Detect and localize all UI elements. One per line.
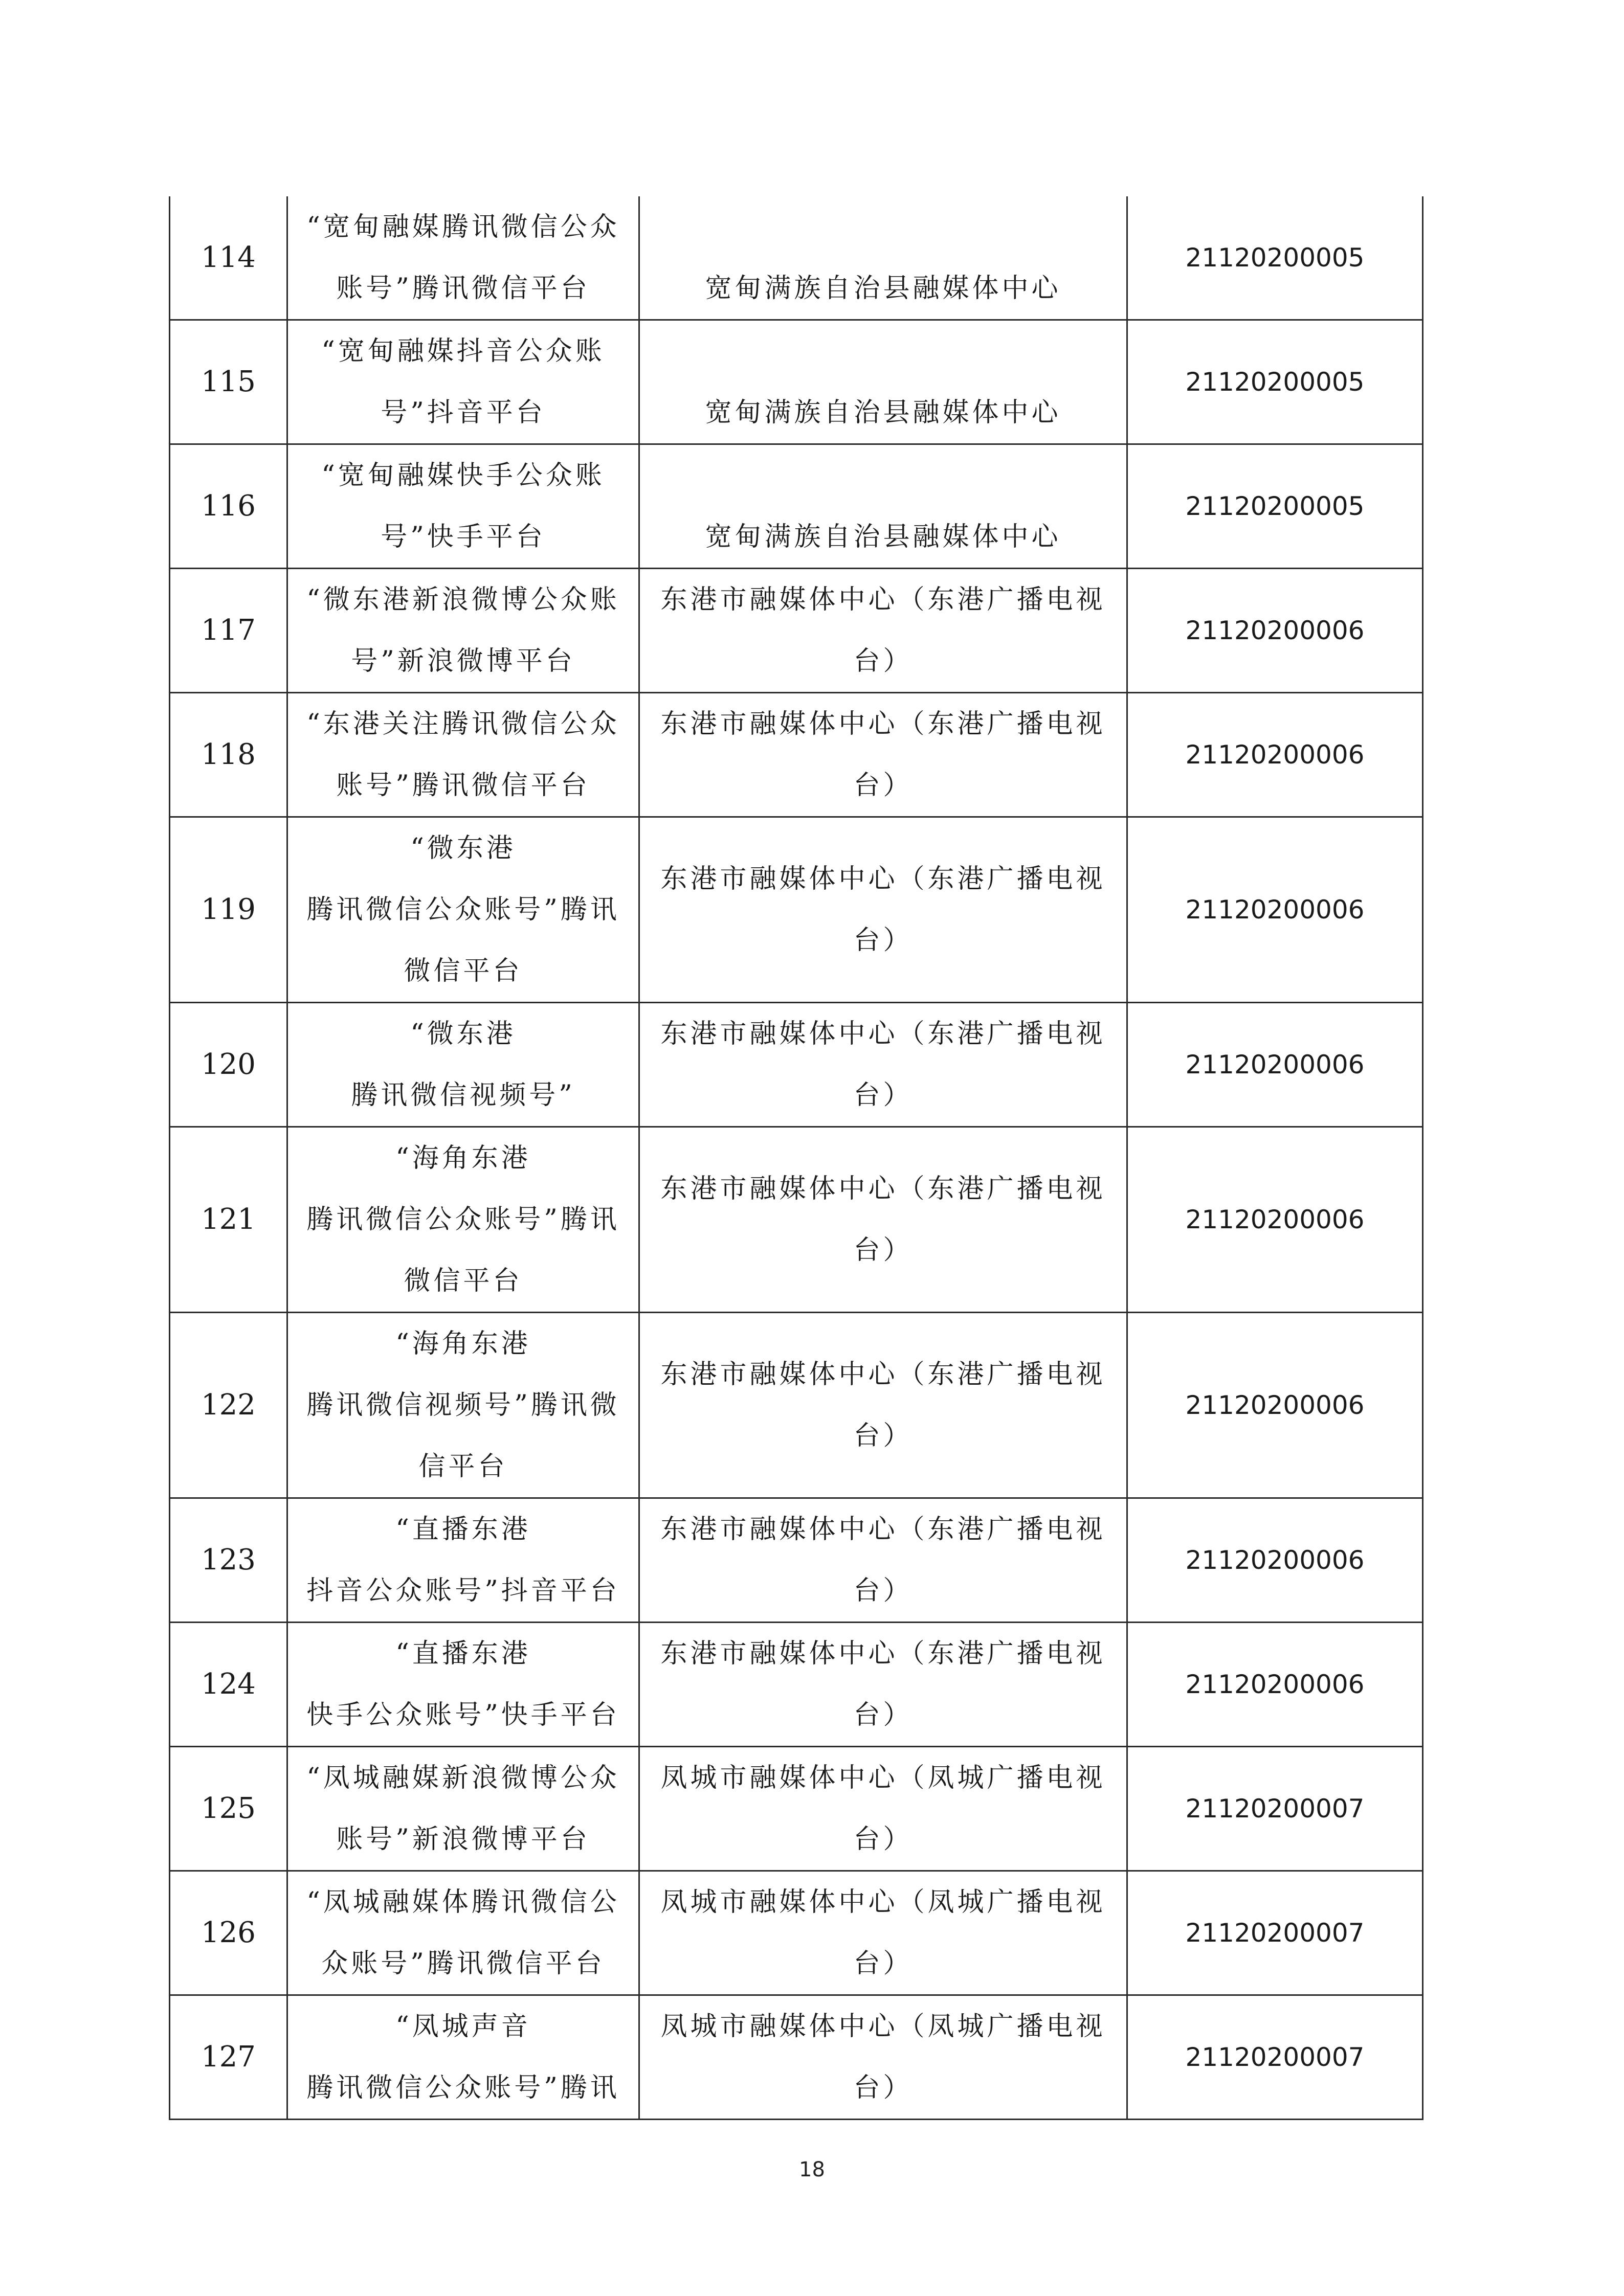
row-number-cell: 120	[170, 1003, 287, 1127]
license-code-cell: 21120200005	[1127, 320, 1423, 444]
account-name-line: “微东港新浪微博公众账	[306, 584, 620, 615]
account-name-line: “海角东港	[395, 1329, 531, 1359]
license-code-cell: 21120200006	[1127, 1313, 1423, 1498]
account-name-line: 账号”新浪微博平台	[336, 1824, 590, 1855]
license-code-cell: 21120200007	[1127, 1995, 1423, 2120]
row-number-cell: 124	[170, 1623, 287, 1747]
row-number-cell: 116	[170, 444, 287, 569]
account-name-cell	[287, 320, 639, 444]
organization-line: 台）	[853, 770, 913, 801]
table-row	[170, 569, 1423, 693]
account-name-line: 账号”腾讯微信平台	[336, 770, 590, 801]
row-number-cell: 122	[170, 1313, 287, 1498]
account-name-line: “海角东港	[395, 1143, 531, 1174]
table-row	[170, 693, 1423, 817]
table-row	[170, 320, 1423, 444]
row-number-cell: 118	[170, 693, 287, 817]
organization-line: 东港市融媒体中心（东港广播电视	[660, 1514, 1106, 1545]
account-name-line: 腾讯微信视频号”	[351, 1080, 575, 1111]
account-name-cell	[287, 1127, 639, 1313]
account-name-line: “宽甸融媒快手公众账	[321, 460, 605, 491]
account-name-line: 微信平台	[404, 956, 523, 986]
organization-line: 台）	[853, 925, 913, 956]
account-name-line: “凤城融媒新浪微博公众	[306, 1763, 620, 1793]
organization-cell	[639, 1003, 1127, 1127]
account-name-line: 抖音公众账号”抖音平台	[306, 1575, 620, 1606]
account-name-line: 账号”腾讯微信平台	[336, 273, 590, 304]
table-row	[170, 1498, 1423, 1623]
organization-line: 宽甸满族自治县融媒体中心	[705, 273, 1061, 304]
account-name-line: 微信平台	[404, 1266, 523, 1296]
license-code-cell: 21120200006	[1127, 1003, 1423, 1127]
account-name-line: 腾讯微信视频号”腾讯微	[306, 1390, 620, 1421]
table-row	[170, 196, 1423, 320]
organization-cell	[639, 444, 1127, 569]
license-code-cell: 21120200006	[1127, 1623, 1423, 1747]
account-name-line: “微东港	[410, 833, 516, 864]
table-row	[170, 1127, 1423, 1313]
license-code-cell: 21120200006	[1127, 817, 1423, 1003]
organization-cell	[639, 1498, 1127, 1623]
account-name-line: “微东港	[410, 1019, 516, 1049]
organization-line: 凤城市融媒体中心（凤城广播电视	[660, 1763, 1106, 1793]
organization-line: 东港市融媒体中心（东港广播电视	[660, 864, 1106, 894]
table-row	[170, 444, 1423, 569]
license-code-cell: 21120200006	[1127, 1498, 1423, 1623]
page-number: 18	[799, 2158, 825, 2181]
organization-line: 东港市融媒体中心（东港广播电视	[660, 1019, 1106, 1049]
license-code-cell: 21120200006	[1127, 693, 1423, 817]
organization-cell	[639, 817, 1127, 1003]
organization-line: 台）	[853, 1948, 913, 1979]
organization-line: 东港市融媒体中心（东港广播电视	[660, 709, 1106, 739]
license-code-cell: 21120200007	[1127, 1871, 1423, 1995]
account-name-line: “宽甸融媒腾讯微信公众	[306, 212, 620, 242]
organization-cell	[639, 320, 1127, 444]
row-number-cell: 127	[170, 1995, 287, 2120]
account-name-line: 快手公众账号”快手平台	[306, 1700, 620, 1730]
row-number-cell: 126	[170, 1871, 287, 1995]
account-name-cell	[287, 569, 639, 693]
organization-line: 宽甸满族自治县融媒体中心	[705, 397, 1061, 428]
row-number-cell: 119	[170, 817, 287, 1003]
account-name-line: “凤城声音	[395, 2011, 531, 2042]
organization-cell	[639, 1871, 1127, 1995]
account-name-cell	[287, 1498, 639, 1623]
account-name-line: “东港关注腾讯微信公众	[306, 709, 620, 739]
organization-line: 台）	[853, 646, 913, 677]
account-name-cell	[287, 817, 639, 1003]
license-code-cell: 21120200007	[1127, 1747, 1423, 1871]
account-name-cell	[287, 1313, 639, 1498]
organization-cell	[639, 693, 1127, 817]
license-code-cell: 21120200006	[1127, 569, 1423, 693]
account-name-line: 腾讯微信公众账号”腾讯	[306, 894, 620, 925]
account-name-line: 号”抖音平台	[381, 397, 546, 428]
organization-line: 东港市融媒体中心（东港广播电视	[660, 1174, 1106, 1204]
account-name-cell	[287, 693, 639, 817]
table-row	[170, 1995, 1423, 2120]
organization-line: 东港市融媒体中心（东港广播电视	[660, 1359, 1106, 1390]
table-row	[170, 1313, 1423, 1498]
account-name-line: 信平台	[418, 1451, 508, 1482]
table-row	[170, 1747, 1423, 1871]
account-name-line: 腾讯微信公众账号”腾讯	[306, 2073, 620, 2103]
license-code-cell: 21120200005	[1127, 196, 1423, 320]
organization-cell	[639, 569, 1127, 693]
organization-cell	[639, 1127, 1127, 1313]
account-name-line: 腾讯微信公众账号”腾讯	[306, 1204, 620, 1235]
account-name-cell	[287, 1995, 639, 2120]
account-name-line: “凤城融媒体腾讯微信公	[306, 1887, 620, 1918]
organization-cell	[639, 196, 1127, 320]
account-name-line: 众账号”腾讯微信平台	[321, 1948, 605, 1979]
organization-cell	[639, 1747, 1127, 1871]
organization-line: 台）	[853, 2073, 913, 2103]
table-row	[170, 1003, 1423, 1127]
organization-line: 宽甸满族自治县融媒体中心	[705, 522, 1061, 552]
account-name-cell	[287, 1871, 639, 1995]
row-number-cell: 125	[170, 1747, 287, 1871]
table-row	[170, 817, 1423, 1003]
organization-line: 凤城市融媒体中心（凤城广播电视	[660, 1887, 1106, 1918]
account-name-cell	[287, 1003, 639, 1127]
organization-line	[640, 445, 1126, 506]
organization-line: 凤城市融媒体中心（凤城广播电视	[660, 2011, 1106, 2042]
organization-line: 台）	[853, 1575, 913, 1606]
registry-table	[169, 196, 1423, 2120]
account-name-cell	[287, 1747, 639, 1871]
table-body	[170, 196, 1423, 2120]
license-code-cell: 21120200006	[1127, 1127, 1423, 1313]
row-number-cell: 117	[170, 569, 287, 693]
account-name-line: 号”快手平台	[381, 522, 546, 552]
organization-line: 台）	[853, 1824, 913, 1855]
account-name-cell	[287, 196, 639, 320]
organization-cell	[639, 1623, 1127, 1747]
organization-line: 东港市融媒体中心（东港广播电视	[660, 584, 1106, 615]
account-name-line: “宽甸融媒抖音公众账	[321, 336, 605, 367]
organization-line	[640, 321, 1126, 382]
license-code-cell: 21120200005	[1127, 444, 1423, 569]
organization-line: 台）	[853, 1421, 913, 1451]
organization-line: 东港市融媒体中心（东港广播电视	[660, 1638, 1106, 1669]
table-row	[170, 1871, 1423, 1995]
row-number-cell: 115	[170, 320, 287, 444]
account-name-line: 号”新浪微博平台	[351, 646, 575, 677]
organization-line	[640, 196, 1126, 258]
row-number-cell: 123	[170, 1498, 287, 1623]
organization-line: 台）	[853, 1235, 913, 1266]
account-name-line: “直播东港	[395, 1514, 531, 1545]
table-row	[170, 1623, 1423, 1747]
organization-line: 台）	[853, 1700, 913, 1730]
account-name-cell	[287, 444, 639, 569]
organization-cell	[639, 1313, 1127, 1498]
organization-cell	[639, 1995, 1127, 2120]
row-number-cell: 114	[170, 196, 287, 320]
row-number-cell: 121	[170, 1127, 287, 1313]
account-name-cell	[287, 1623, 639, 1747]
account-name-line: “直播东港	[395, 1638, 531, 1669]
organization-line: 台）	[853, 1080, 913, 1111]
